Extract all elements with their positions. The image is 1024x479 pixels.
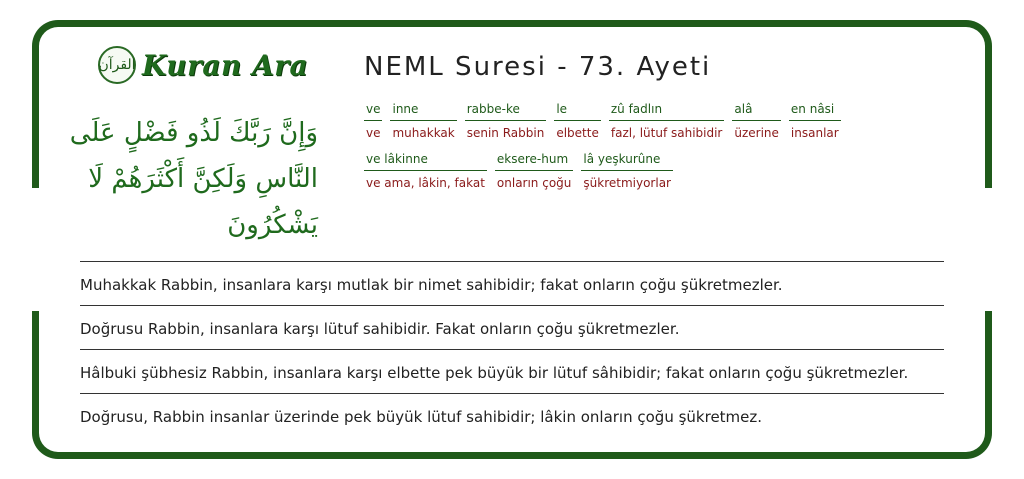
quran-emblem-icon: القرآن	[98, 46, 136, 84]
word-transliteration: lâ yeşkurûne	[581, 150, 673, 171]
word-item[interactable]	[789, 100, 841, 140]
word-item[interactable]	[581, 150, 673, 190]
word-meaning: fazl, lütuf sahibidir	[610, 126, 723, 140]
word-transliteration: eksere-hum	[495, 150, 573, 171]
word-meaning: insanlar	[790, 126, 839, 140]
translation-item: Doğrusu Rabbin, insanlara karşı lütuf sahibidir. Fakat onların çoğu şükretmezler.	[80, 305, 944, 349]
word-transliteration: inne	[390, 100, 456, 121]
word-transliteration: ve lâkinne	[364, 150, 487, 171]
word-transliteration: ve	[364, 100, 382, 121]
word-meaning: ve ama, lâkin, fakat	[366, 176, 485, 190]
translation-item: Doğrusu, Rabbin insanlar üzerinde pek büyük lütuf sahibidir; lâkin onların çoğu şükretmez.	[80, 393, 944, 437]
word-meaning: elbette	[556, 126, 599, 140]
word-item[interactable]	[609, 100, 725, 140]
word-item[interactable]	[732, 100, 781, 140]
word-transliteration: zû fadlın	[609, 100, 725, 121]
word-item[interactable]	[390, 100, 456, 140]
word-meaning: üzerine	[734, 126, 779, 140]
word-meaning: ve	[366, 126, 381, 140]
word-transliteration: alâ	[732, 100, 781, 121]
word-item[interactable]	[364, 100, 382, 140]
word-item[interactable]	[495, 150, 573, 190]
word-transliteration: rabbe-ke	[465, 100, 547, 121]
translation-item: Muhakkak Rabbin, insanlara karşı mutlak bir nimet sahibidir; fakat onların çoğu şükretmezler.	[80, 261, 944, 305]
logo-text: Kuran Ara	[142, 48, 309, 82]
word-meaning: muhakkak	[392, 126, 455, 140]
word-transliteration: en nâsi	[789, 100, 841, 121]
word-transliteration: le	[554, 100, 601, 121]
logo[interactable]	[98, 46, 308, 84]
arabic-verse: وَإِنَّ رَبَّكَ لَذُو فَضْلٍ عَلَى النَّاسِ وَلَكِنَّ أَكْثَرَهُمْ لَا يَشْكُرُونَ	[69, 118, 318, 240]
word-meaning: şükretmiyorlar	[583, 176, 671, 190]
word-item[interactable]	[554, 100, 601, 140]
word-by-word-list	[364, 100, 924, 190]
word-item[interactable]	[465, 100, 547, 140]
word-meaning: onların çoğu	[496, 176, 572, 190]
word-meaning: senin Rabbin	[466, 126, 545, 140]
translations-list	[80, 261, 944, 437]
translation-item: Hâlbuki şübhesiz Rabbin, insanlara karşı elbette pek büyük bir lütuf sâhibidir; fakat onların çoğu şükretmezler.	[80, 349, 944, 393]
surah-title: NEML Suresi - 73. Ayeti	[364, 52, 712, 82]
word-item[interactable]	[364, 150, 487, 190]
